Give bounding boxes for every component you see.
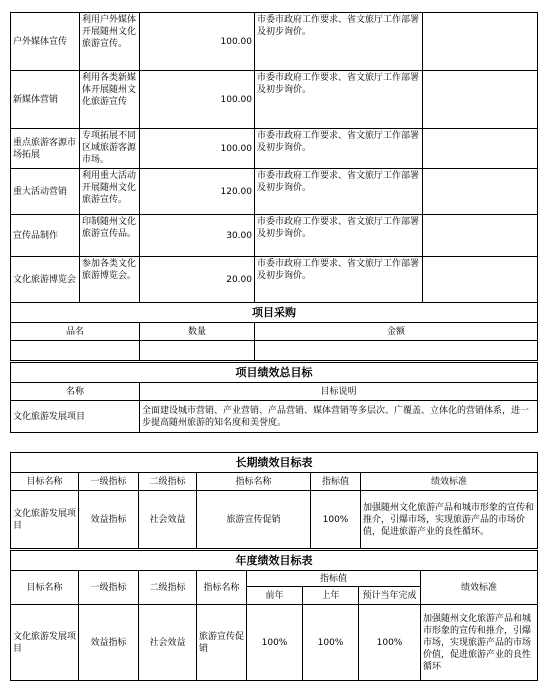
col-header-name: 名称: [11, 383, 140, 401]
col-header-amount: 金额: [255, 323, 538, 341]
item-amount: 120.00: [140, 169, 255, 215]
table-row: [11, 605, 538, 681]
section-title: 年度绩效目标表: [11, 551, 538, 571]
performance-standard: 加强随州文化旅游产品和城市形象的宣传和推介，引爆市场，实现旅游产品的市场价值，促进旅游产业的良性循环。: [361, 491, 538, 549]
table-row: [11, 71, 538, 129]
col-header: 绩效标准: [361, 473, 538, 491]
col-header: 二级指标: [139, 473, 197, 491]
col-header: 指标值: [247, 571, 421, 587]
empty-cell: [423, 257, 538, 303]
item-name: 新媒体营销: [11, 71, 80, 129]
goal-name: 文化旅游发展项目: [11, 401, 140, 433]
col-header: 一级指标: [79, 473, 139, 491]
item-basis: 市委市政府工作要求、省文旅厅工作部署及初步询价。: [255, 215, 423, 257]
sub-header: 前年: [247, 587, 303, 605]
value-current: 100%: [359, 605, 421, 681]
col-header-qty: 数量: [140, 323, 255, 341]
performance-standard: 加强随州文化旅游产品和城市形象的宣传和推介，引爆市场，实现旅游产品的市场价值，促进旅游产业的良性循环: [421, 605, 538, 681]
item-basis: 市委市政府工作要求、省文旅厅工作部署及初步询价。: [255, 71, 423, 129]
empty-cell: [423, 215, 538, 257]
item-amount: 100.00: [140, 71, 255, 129]
item-amount: 20.00: [140, 257, 255, 303]
item-basis: 市委市政府工作要求、省文旅厅工作部署及初步询价。: [255, 169, 423, 215]
empty-cell: [423, 13, 538, 71]
level2-indicator: 社会效益: [139, 491, 197, 549]
procurement-table: [10, 302, 538, 361]
value-prev1: 100%: [303, 605, 359, 681]
empty-cell: [423, 129, 538, 169]
item-basis: 市委市政府工作要求、省文旅厅工作部署及初步询价。: [255, 129, 423, 169]
empty-cell: [423, 169, 538, 215]
item-name: 宣传品制作: [11, 215, 80, 257]
item-content: 利用户外媒体开展随州文化旅游宣传。: [80, 13, 140, 71]
col-header: 一级指标: [79, 571, 139, 605]
empty-cell: [140, 341, 255, 361]
item-content: 利用重大活动开展随州文化旅游宣传。: [80, 169, 140, 215]
indicator-name: 旅游宣传促销: [197, 605, 247, 681]
table-row: [11, 257, 538, 303]
goal-name: 文化旅游发展项目: [11, 605, 79, 681]
item-content: 参加各类文化旅游博览会。: [80, 257, 140, 303]
item-basis: 市委市政府工作要求、省文旅厅工作部署及初步询价。: [255, 257, 423, 303]
item-amount: 30.00: [140, 215, 255, 257]
col-header: 指标名称: [197, 473, 311, 491]
long-term-goal-table: [10, 452, 538, 549]
item-name: 重点旅游客源市场拓展: [11, 129, 80, 169]
col-header: 目标名称: [11, 571, 79, 605]
empty-cell: [423, 71, 538, 129]
table-row: [11, 129, 538, 169]
item-amount: 100.00: [140, 129, 255, 169]
item-name: 文化旅游博览会: [11, 257, 80, 303]
item-content: 利用各类新媒体开展随州文化旅游宣传: [80, 71, 140, 129]
col-header-name: 品名: [11, 323, 140, 341]
table-row: [11, 215, 538, 257]
indicator-value: 100%: [311, 491, 361, 549]
indicator-name: 旅游宣传促销: [197, 491, 311, 549]
goal-desc: 全面建设城市营销、产业营销、产品营销、媒体营销等多层次、广覆盖、立体化的营销体系，进一步提高随州旅游的知名度和美誉度。: [140, 401, 538, 433]
col-header: 二级指标: [139, 571, 197, 605]
expense-table: [10, 12, 538, 303]
empty-cell: [255, 341, 538, 361]
item-content: 专项拓展不同区域旅游客源市场。: [80, 129, 140, 169]
sub-header: 预计当年完成: [359, 587, 421, 605]
sub-header: 上年: [303, 587, 359, 605]
level2-indicator: 社会效益: [139, 605, 197, 681]
item-basis: 市委市政府工作要求、省文旅厅工作部署及初步询价。: [255, 13, 423, 71]
section-title: 项目采购: [11, 303, 538, 323]
col-header: 绩效标准: [421, 571, 538, 605]
col-header: 指标值: [311, 473, 361, 491]
table-row: [11, 169, 538, 215]
overall-goal-table: [10, 362, 538, 433]
level1-indicator: 效益指标: [79, 605, 139, 681]
col-header: 指标名称: [197, 571, 247, 605]
item-content: 印制随州文化旅游宣传品。: [80, 215, 140, 257]
goal-name: 文化旅游发展项目: [11, 491, 79, 549]
table-row: [11, 13, 538, 71]
item-name: 重大活动营销: [11, 169, 80, 215]
annual-goal-table: [10, 550, 538, 681]
table-row: [11, 491, 538, 549]
section-title: 长期绩效目标表: [11, 453, 538, 473]
section-title: 项目绩效总目标: [11, 363, 538, 383]
col-header-desc: 目标说明: [140, 383, 538, 401]
level1-indicator: 效益指标: [79, 491, 139, 549]
item-amount: 100.00: [140, 13, 255, 71]
item-name: 户外媒体宣传: [11, 13, 80, 71]
empty-cell: [11, 341, 140, 361]
col-header: 目标名称: [11, 473, 79, 491]
value-prev2: 100%: [247, 605, 303, 681]
